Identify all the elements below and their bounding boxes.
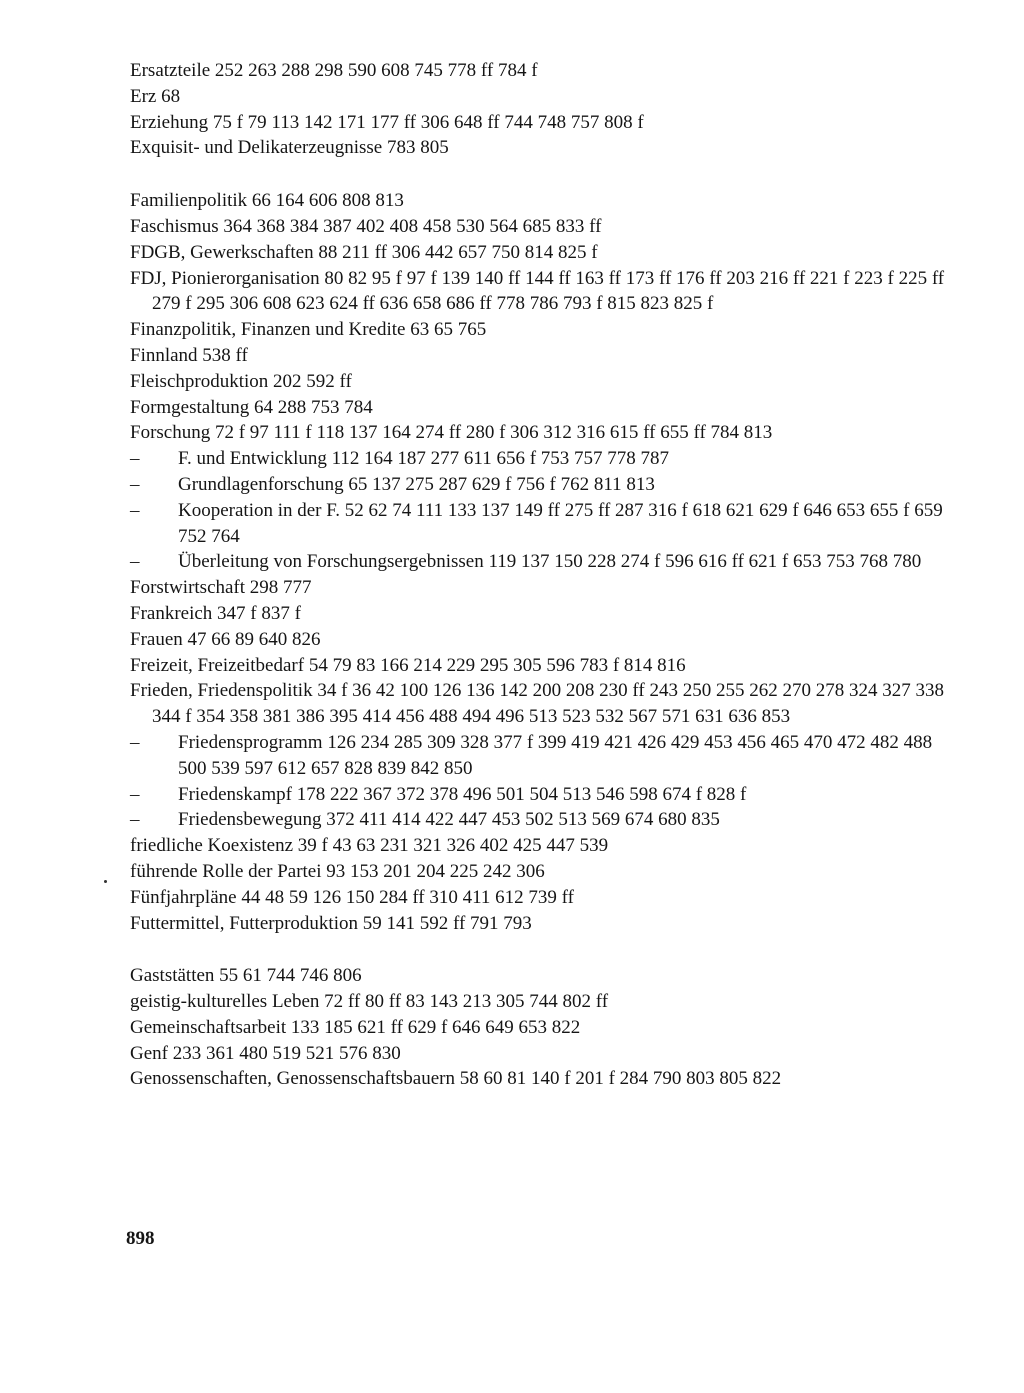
- index-subentry-text: F. und Entwicklung 112 164 187 277 611 656 f 753 757 778 787: [178, 448, 670, 470]
- index-entry: Erziehung 75 f 79 113 142 171 177 ff 306 648 ff 744 748 757 808 f: [130, 111, 644, 133]
- dash-marker: –: [130, 448, 140, 470]
- index-entry: Fleischproduktion 202 592 ff: [130, 370, 352, 392]
- index-subentry: [130, 498, 960, 550]
- index-entry: Forschung 72 f 97 111 f 118 137 164 274 ff 280 f 306 312 316 615 ff 655 ff 784 813: [130, 422, 773, 444]
- index-subentry-text: Friedenskampf 178 222 367 372 378 496 501 504 513 546 598 674 f 828 f: [178, 783, 747, 805]
- index-subentry-text: Grundlagenforschung 65 137 275 287 629 f 756 f 762 811 813: [178, 473, 655, 495]
- section-gap: [130, 936, 960, 963]
- index-entry: Finanzpolitik, Finanzen und Kredite 63 65 765: [130, 319, 487, 341]
- index-entry: friedliche Koexistenz 39 f 43 63 231 321 326 402 425 447 539: [130, 835, 609, 857]
- index-entry: geistig-kulturelles Leben 72 ff 80 ff 83 143 213 305 744 802 ff: [130, 991, 609, 1013]
- page-number: 898: [126, 1228, 155, 1249]
- index-subentry: [130, 472, 960, 498]
- index-entry: Formgestaltung 64 288 753 784: [130, 396, 373, 418]
- index-subentry: [130, 782, 960, 808]
- index-entry: Frauen 47 66 89 640 826: [130, 628, 321, 650]
- index-subentry-text: Friedensbewegung 372 411 414 422 447 453 502 513 569 674 680 835: [178, 809, 720, 831]
- index-subentry-text: Kooperation in der F. 52 62 74 111 133 137 149 ff 275 ff 287 316 f 618 621 629 f 646 653 655 f 659 752 764: [178, 499, 943, 547]
- index-entry: Ersatzteile 252 263 288 298 590 608 745 778 ff 784 f: [130, 60, 538, 81]
- index-subentry-text: Überleitung von Forschungsergebnissen 119 137 150 228 274 f 596 616 ff 621 f 653 753 768 780: [178, 551, 922, 573]
- index-section-f: [130, 188, 960, 936]
- index-entry: Frankreich 347 f 837 f: [130, 602, 301, 624]
- dash-marker: –: [130, 551, 140, 573]
- index-entry: Genf 233 361 480 519 521 576 830: [130, 1042, 401, 1064]
- index-entry: Genossenschaften, Genossenschaftsbauern 58 60 81 140 f 201 f 284 790 803 805 822: [130, 1068, 782, 1090]
- index-entry: Finnland 538 ff: [130, 344, 248, 366]
- index-entry: Gaststätten 55 61 744 746 806: [130, 965, 362, 987]
- index-entry: Exquisit- und Delikaterzeugnisse 783 805: [130, 137, 449, 159]
- index-subentry: [130, 807, 960, 833]
- index-entry: Freizeit, Freizeitbedarf 54 79 83 166 214 229 295 305 596 783 f 814 816: [130, 654, 686, 676]
- section-gap: [130, 161, 960, 188]
- index-section-e: [130, 58, 960, 161]
- dash-marker: –: [130, 473, 140, 495]
- index-entry: Erz 68: [130, 85, 181, 107]
- index-entry: Fünfjahrpläne 44 48 59 126 150 284 ff 310 411 612 739 ff: [130, 886, 574, 908]
- scan-speck: [104, 880, 107, 883]
- index-subentry: [130, 446, 960, 472]
- dash-marker: –: [130, 783, 140, 805]
- dash-marker: –: [130, 499, 140, 521]
- index-subentry: [130, 549, 960, 575]
- dash-marker: –: [130, 731, 140, 753]
- index-entry: Futtermittel, Futterproduktion 59 141 592 ff 791 793: [130, 912, 532, 934]
- index-entry: führende Rolle der Partei 93 153 201 204 225 242 306: [130, 860, 545, 882]
- index-entry: FDJ, Pionierorganisation 80 82 95 f 97 f 139 140 ff 144 ff 163 ff 173 ff 176 ff 203 216 ff 221 f 223 f 225 ff 279 f 295 306 608 623 624 ff 636 658 686 ff 778 786 793 f 815 823 825 f: [130, 267, 945, 315]
- index-entry: Faschismus 364 368 384 387 402 408 458 530 564 685 833 ff: [130, 215, 602, 237]
- dash-marker: –: [130, 809, 140, 831]
- index-list: [130, 58, 960, 1092]
- index-section-g: [130, 963, 960, 1092]
- index-entry: Gemeinschaftsarbeit 133 185 621 ff 629 f 646 649 653 822: [130, 1016, 581, 1038]
- index-entry: FDGB, Gewerkschaften 88 211 ff 306 442 657 750 814 825 f: [130, 241, 598, 263]
- index-subentry: [130, 730, 960, 782]
- index-entry: Familienpolitik 66 164 606 808 813: [130, 190, 404, 212]
- index-subentry-text: Friedensprogramm 126 234 285 309 328 377 f 399 419 421 426 429 453 456 465 470 472 482 488 500 539 597 612 657 828 839 842 850: [178, 731, 933, 779]
- index-entry: Frieden, Friedenspolitik 34 f 36 42 100 126 136 142 200 208 230 ff 243 250 255 262 270 278 324 327 338 344 f 354 358 381 386 395 414 456 488 494 496 513 523 532 567 571 631 636 853: [130, 680, 944, 728]
- index-entry: Forstwirtschaft 298 777: [130, 577, 312, 599]
